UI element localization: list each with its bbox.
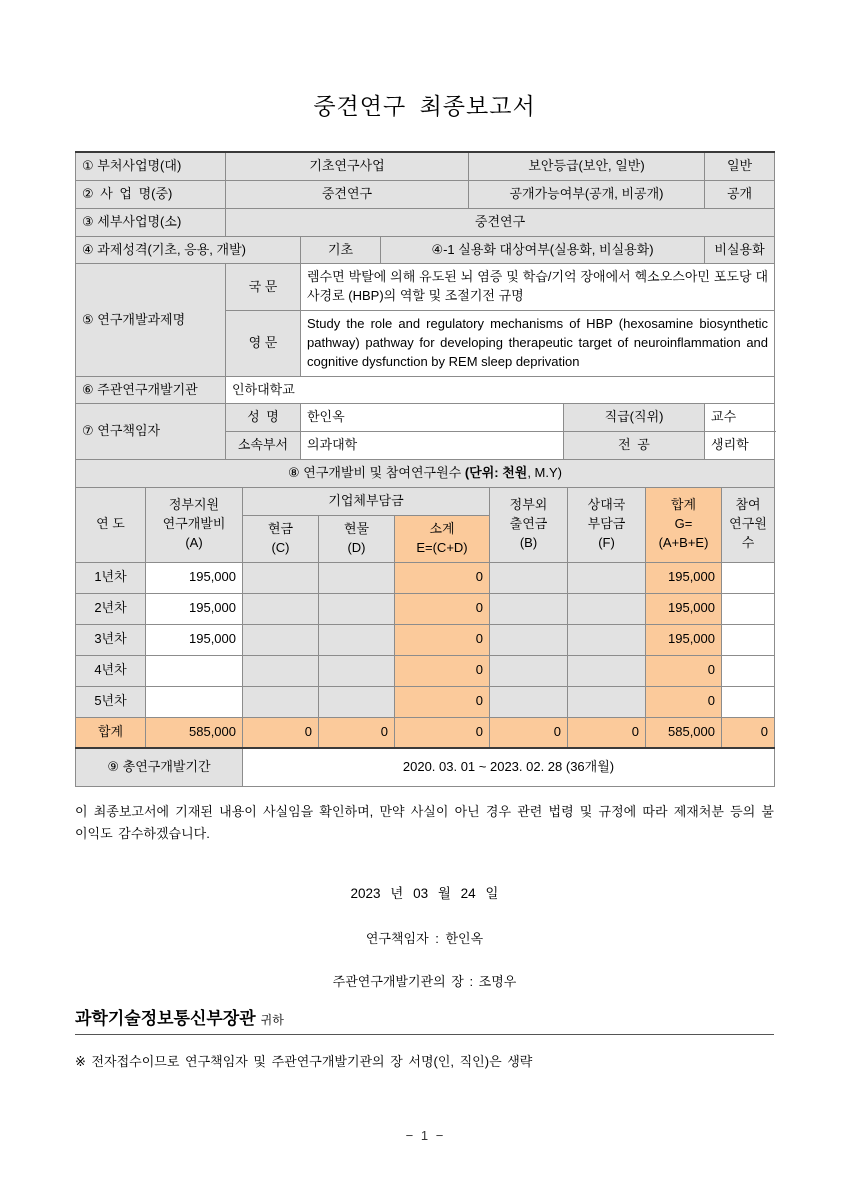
cell-subtotal: 0 — [395, 562, 490, 593]
cell-inkind — [319, 655, 395, 686]
value-pi-major: 생리학 — [705, 432, 775, 460]
value-disclosure: 공개 — [705, 180, 775, 208]
table-row-ministry-program — [76, 152, 775, 180]
label-project-title: ⑤ 연구개발과제명 — [76, 264, 226, 376]
cell-researchers — [722, 655, 775, 686]
header-inkind — [319, 515, 395, 562]
table-row-lead-institution — [76, 376, 775, 404]
value-pi-position: 교수 — [705, 404, 775, 432]
cell-gov-external — [490, 686, 568, 717]
header-gov-external-line2: 출연금 — [509, 516, 548, 532]
funding-title-unit: (단위: 천원 — [464, 465, 528, 481]
label-title-korean: 국 문 — [226, 264, 301, 311]
label-pi-department: 소속부서 — [226, 432, 301, 460]
confirmation-statement: 이 최종보고서에 기재된 내용이 사실임을 확인하며, 만약 사실이 아닌 경우 관련 법령 및 규정에 따라 제재처분 등의 불이익도 감수하겠습니다. — [75, 803, 774, 842]
label-principal-investigator: ⑦ 연구책임자 — [76, 404, 226, 460]
value-program-name: 중견연구 — [226, 180, 469, 208]
header-researchers-line2: 연구원수 — [729, 516, 767, 551]
label-commercialization: ④-1 실용화 대상여부(실용화, 비실용화) — [381, 236, 705, 264]
cell-partner — [568, 655, 646, 686]
header-inkind-line1: 현물 — [343, 520, 370, 536]
value-project-nature: 기초 — [301, 236, 381, 264]
cell-year-label: 1년차 — [76, 562, 146, 593]
header-cash-line2: (C) — [271, 539, 290, 555]
cell-inkind — [319, 686, 395, 717]
cell-gov-support: 195,000 — [146, 624, 243, 655]
value-pi-name: 한인옥 — [301, 404, 564, 432]
header-gov-support — [146, 487, 243, 562]
cell-partner — [568, 562, 646, 593]
page-number: − 1 − — [405, 1128, 444, 1143]
cell-partner — [568, 593, 646, 624]
table-row-funding-section-title — [76, 460, 775, 488]
table-row-total — [76, 717, 775, 748]
table-row-year-1 — [76, 562, 775, 593]
cell-subtotal: 0 — [395, 686, 490, 717]
cell-gov-support: 195,000 — [146, 562, 243, 593]
header-gov-external — [490, 487, 568, 562]
header-gov-support-line3: (A) — [185, 535, 203, 551]
header-total — [646, 487, 722, 562]
table-row-year-3 — [76, 624, 775, 655]
cell-inkind — [319, 562, 395, 593]
cell-total-cash: 0 — [243, 717, 319, 748]
cell-total-grand: 585,000 — [646, 717, 722, 748]
page-title: 중견연구 최종보고서 — [313, 93, 536, 119]
header-partner-country — [568, 487, 646, 562]
header-subtotal-line2: E=(C+D) — [416, 539, 468, 555]
cell-total: 195,000 — [646, 624, 722, 655]
header-cash — [243, 515, 319, 562]
cell-year-label: 3년차 — [76, 624, 146, 655]
label-pi-major: 전 공 — [564, 432, 705, 460]
cell-researchers — [722, 593, 775, 624]
header-gov-external-line1: 정부외 — [509, 497, 548, 513]
table-row-program-name — [76, 180, 775, 208]
label-title-english: 영 문 — [226, 311, 301, 377]
label-subprogram-name: ③ 세부사업명(소) — [76, 208, 226, 236]
principal-investigator-signature: 연구책임자 : 한인옥 — [365, 930, 484, 946]
label-ministry-program: ① 부처사업명(대) — [76, 152, 226, 180]
cell-cash — [243, 593, 319, 624]
value-title-english: Study the role and regulatory mechanisms of HBP (hexosamine biosynthetic pathway) pathway for developing therapeutic target of neuroinflammation and cognitive dysfunction by REM sleep deprivation — [301, 311, 775, 377]
label-project-nature: ④ 과제성격(기초, 응용, 개발) — [76, 236, 301, 264]
cell-gov-external — [490, 655, 568, 686]
addressee-name: 과학기술정보통신부장관 — [75, 1008, 256, 1028]
value-pi-department: 의과대학 — [301, 432, 564, 460]
cell-year-label: 2년차 — [76, 593, 146, 624]
cell-total-inkind: 0 — [319, 717, 395, 748]
cell-total: 195,000 — [646, 593, 722, 624]
cell-total-partner: 0 — [568, 717, 646, 748]
header-subtotal — [395, 515, 490, 562]
funding-header-row-1 — [76, 487, 775, 515]
header-cash-line1: 현금 — [267, 520, 294, 536]
cell-total-researchers: 0 — [722, 717, 775, 748]
cell-partner — [568, 624, 646, 655]
header-total-line2: G=(A+B+E) — [658, 516, 709, 551]
label-research-period: ⑨ 총연구개발기간 — [76, 748, 243, 786]
cell-total-gov-external: 0 — [490, 717, 568, 748]
label-pi-name: 성 명 — [226, 404, 301, 432]
cell-subtotal: 0 — [395, 593, 490, 624]
cell-total-gov-support: 585,000 — [146, 717, 243, 748]
cell-inkind — [319, 624, 395, 655]
addressee-honorific: 귀하 — [260, 1012, 284, 1027]
cell-subtotal: 0 — [395, 624, 490, 655]
signature-date: 2023 년 03 월 24 일 — [350, 885, 499, 901]
table-row-subprogram-name — [76, 208, 775, 236]
cell-total: 0 — [646, 686, 722, 717]
header-year: 연 도 — [76, 487, 146, 562]
cell-researchers — [722, 686, 775, 717]
table-row-project-nature — [76, 236, 775, 264]
cell-partner — [568, 686, 646, 717]
funding-table — [75, 487, 775, 787]
project-info-table — [75, 151, 775, 488]
cell-cash — [243, 686, 319, 717]
cell-gov-support — [146, 686, 243, 717]
cell-researchers — [722, 562, 775, 593]
header-researchers-line1: 참여 — [735, 497, 761, 513]
header-inkind-line2: (D) — [347, 539, 366, 555]
header-gov-support-line2: 연구개발비 — [162, 516, 226, 532]
value-security-grade: 일반 — [705, 152, 775, 180]
cell-year-label: 4년차 — [76, 655, 146, 686]
value-commercialization: 비실용화 — [705, 236, 775, 264]
cell-researchers — [722, 624, 775, 655]
cell-total-subtotal: 0 — [395, 717, 490, 748]
cell-total-label: 합계 — [76, 717, 146, 748]
cell-gov-support — [146, 655, 243, 686]
funding-title-unit-tail: , M.Y) — [527, 465, 562, 481]
cell-cash — [243, 655, 319, 686]
header-researchers — [722, 487, 775, 562]
cell-subtotal: 0 — [395, 655, 490, 686]
label-pi-position: 직급(직위) — [564, 404, 705, 432]
table-row-pi-name — [76, 404, 775, 432]
header-gov-external-line3: (B) — [519, 535, 538, 551]
cell-cash — [243, 562, 319, 593]
label-program-name: ② 사 업 명(중) — [76, 180, 226, 208]
header-subtotal-line1: 소계 — [429, 520, 455, 536]
funding-section-title — [76, 460, 775, 488]
cell-year-label: 5년차 — [76, 686, 146, 717]
electronic-submission-note: ※ 전자접수이므로 연구책임자 및 주관연구개발기관의 장 서명(인, 직인)은 생략 — [75, 1053, 533, 1069]
table-row-year-2 — [76, 593, 775, 624]
table-row-year-5 — [76, 686, 775, 717]
addressee-line — [75, 1004, 774, 1035]
header-partner-line1: 상대국 — [587, 497, 626, 513]
cell-gov-external — [490, 593, 568, 624]
cell-gov-external — [490, 624, 568, 655]
value-ministry-program: 기초연구사업 — [226, 152, 469, 180]
table-row-year-4 — [76, 655, 775, 686]
funding-title-text: ⑧ 연구개발비 및 참여연구원수 — [288, 465, 465, 481]
table-row-title-korean — [76, 264, 775, 311]
table-row-research-period — [76, 748, 775, 786]
cell-cash — [243, 624, 319, 655]
value-research-period: 2020. 03. 01 ~ 2023. 02. 28 (36개월) — [243, 748, 775, 786]
cell-total: 195,000 — [646, 562, 722, 593]
header-gov-support-line1: 정부지원 — [168, 497, 220, 513]
header-company-contribution-group: 기업체부담금 — [243, 487, 490, 515]
header-partner-line2: 부담금 — [587, 516, 626, 532]
cell-gov-support: 195,000 — [146, 593, 243, 624]
label-security-grade: 보안등급(보안, 일반) — [469, 152, 705, 180]
label-disclosure: 공개가능여부(공개, 비공개) — [469, 180, 705, 208]
cell-inkind — [319, 593, 395, 624]
value-lead-institution: 인하대학교 — [226, 376, 775, 404]
value-title-korean: 렘수면 박탈에 의해 유도된 뇌 염증 및 학습/기억 장애에서 헥소오스아민 포도당 대사경로 (HBP)의 역할 및 조절기전 규명 — [301, 264, 775, 311]
institution-head-signature: 주관연구개발기관의 장 : 조명우 — [332, 973, 517, 989]
cell-gov-external — [490, 562, 568, 593]
value-subprogram-name: 중견연구 — [226, 208, 775, 236]
label-lead-institution: ⑥ 주관연구개발기관 — [76, 376, 226, 404]
header-total-line1: 합계 — [670, 497, 697, 513]
header-partner-line3: (F) — [598, 535, 615, 551]
cell-total: 0 — [646, 655, 722, 686]
